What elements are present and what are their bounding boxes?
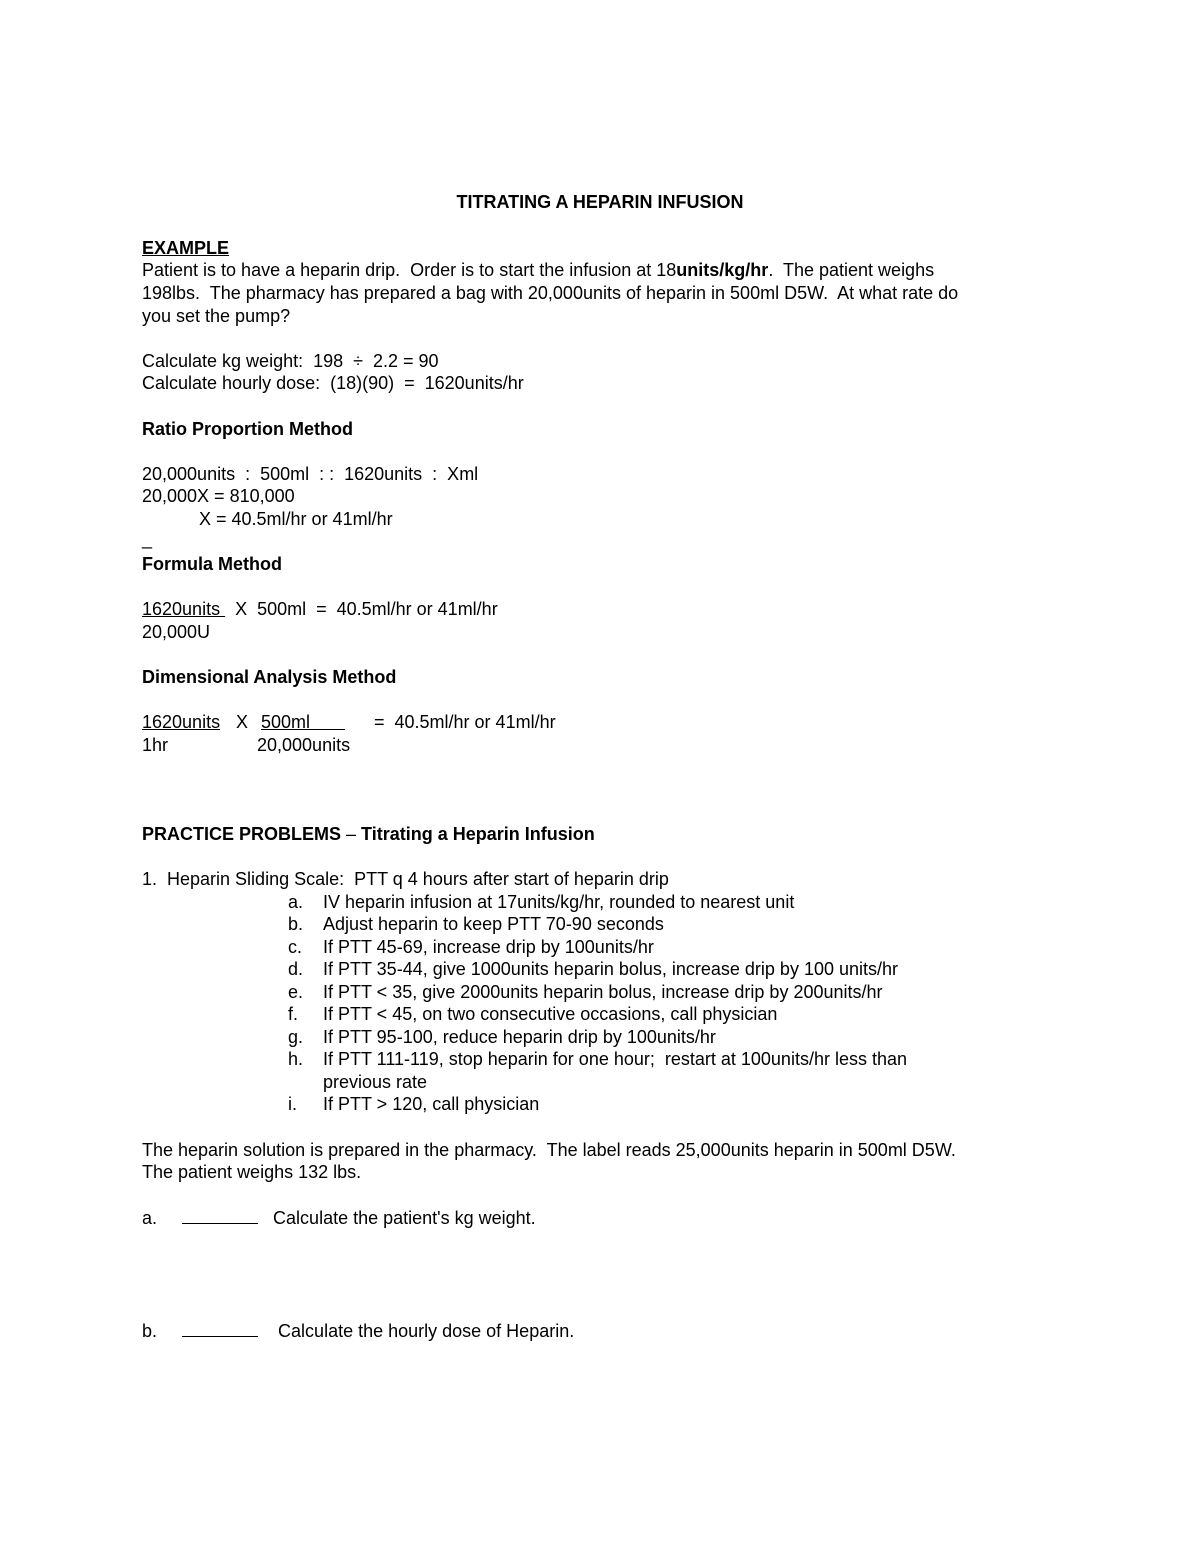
dimensional-denominator-1: 1hr	[142, 735, 169, 755]
formula-line-1	[142, 598, 498, 620]
list-item-letter: e.	[288, 982, 304, 1002]
dimensional-times: X	[236, 712, 249, 732]
list-item: IV heparin infusion at 17units/kg/hr, rounded to nearest unit	[323, 892, 795, 912]
calc-hourly-dose: Calculate hourly dose: (18)(90) = 1620units/hr	[142, 373, 524, 393]
list-item: If PTT 35-44, give 1000units heparin bolus, increase drip by 100 units/hr	[323, 959, 899, 979]
question-b-text: Calculate the hourly dose of Heparin.	[278, 1321, 575, 1341]
example-bold-units: units/kg/hr	[676, 260, 769, 280]
list-item-letter: f.	[288, 1004, 299, 1024]
ratio-line-2: 20,000X = 810,000	[142, 486, 295, 506]
list-item-letter: d.	[288, 959, 304, 979]
question-a-letter: a.	[142, 1208, 158, 1228]
practice-heading-dash: –	[341, 824, 362, 844]
question-b-letter: b.	[142, 1321, 158, 1341]
dimensional-denominator-2: 20,000units	[257, 735, 351, 755]
list-item-letter: a.	[288, 892, 304, 912]
list-item: If PTT > 120, call physician	[323, 1094, 540, 1114]
formula-denominator: 20,000U	[142, 622, 211, 642]
stray-underscore: _	[142, 529, 153, 549]
solution-line-2: The patient weighs 132 lbs.	[142, 1162, 362, 1182]
example-paragraph-line-3: you set the pump?	[142, 306, 291, 326]
ratio-line-3: X = 40.5ml/hr or 41ml/hr	[199, 509, 393, 529]
ratio-line-1: 20,000units : 500ml : : 1620units : Xml	[142, 464, 479, 484]
list-item: If PTT 45-69, increase drip by 100units/hr	[323, 937, 654, 957]
list-item-letter: h.	[288, 1049, 304, 1069]
example-paragraph-line-1	[142, 259, 934, 281]
page-title: TITRATING A HEPARIN INFUSION	[456, 192, 744, 212]
example-text: . The patient weighs	[768, 260, 935, 280]
list-item-letter: c.	[288, 937, 303, 957]
list-item: If PTT < 35, give 2000units heparin bolus, increase drip by 200units/hr	[323, 982, 883, 1002]
ratio-method-heading: Ratio Proportion Method	[142, 419, 353, 439]
list-item: Adjust heparin to keep PTT 70-90 seconds	[323, 914, 664, 934]
dimensional-result: = 40.5ml/hr or 41ml/hr	[374, 712, 556, 732]
practice-heading	[142, 823, 595, 845]
practice-heading-caps: PRACTICE PROBLEMS	[142, 824, 342, 844]
dimensional-numerator-1: 1620units	[142, 712, 221, 732]
list-item: If PTT 95-100, reduce heparin drip by 100units/hr	[323, 1027, 716, 1047]
formula-result: X 500ml = 40.5ml/hr or 41ml/hr	[225, 599, 498, 619]
dimensional-method-heading: Dimensional Analysis Method	[142, 667, 397, 687]
solution-line-1: The heparin solution is prepared in the pharmacy. The label reads 25,000units heparin in 500ml D5W.	[142, 1140, 956, 1160]
answer-blank-b[interactable]	[182, 1320, 258, 1337]
list-item-letter: b.	[288, 914, 304, 934]
calc-kg-weight: Calculate kg weight: 198 ÷ 2.2 = 90	[142, 351, 439, 371]
dimensional-numerator-2: 500ml	[261, 712, 346, 732]
question-a	[142, 1207, 536, 1229]
question-b	[142, 1320, 574, 1342]
list-item: If PTT < 45, on two consecutive occasions, call physician	[323, 1004, 778, 1024]
list-item-letter: g.	[288, 1027, 304, 1047]
example-text: Patient is to have a heparin drip. Order is to start the infusion at 18	[142, 260, 677, 280]
formula-method-heading: Formula Method	[142, 554, 282, 574]
list-item-letter: i.	[288, 1094, 297, 1114]
example-heading: EXAMPLE	[142, 238, 230, 258]
list-item: If PTT 111-119, stop heparin for one hour; restart at 100units/hr less than	[323, 1049, 907, 1069]
list-item-continuation: previous rate	[323, 1072, 428, 1092]
practice-item-1: 1. Heparin Sliding Scale: PTT q 4 hours after start of heparin drip	[142, 869, 669, 889]
answer-blank-a[interactable]	[182, 1207, 258, 1224]
question-a-text: Calculate the patient's kg weight.	[273, 1208, 536, 1228]
example-paragraph-line-2: 198lbs. The pharmacy has prepared a bag with 20,000units of heparin in 500ml D5W. At what rate do	[142, 283, 959, 303]
practice-heading-rest: Titrating a Heparin Infusion	[361, 824, 595, 844]
formula-numerator: 1620units	[142, 599, 226, 619]
